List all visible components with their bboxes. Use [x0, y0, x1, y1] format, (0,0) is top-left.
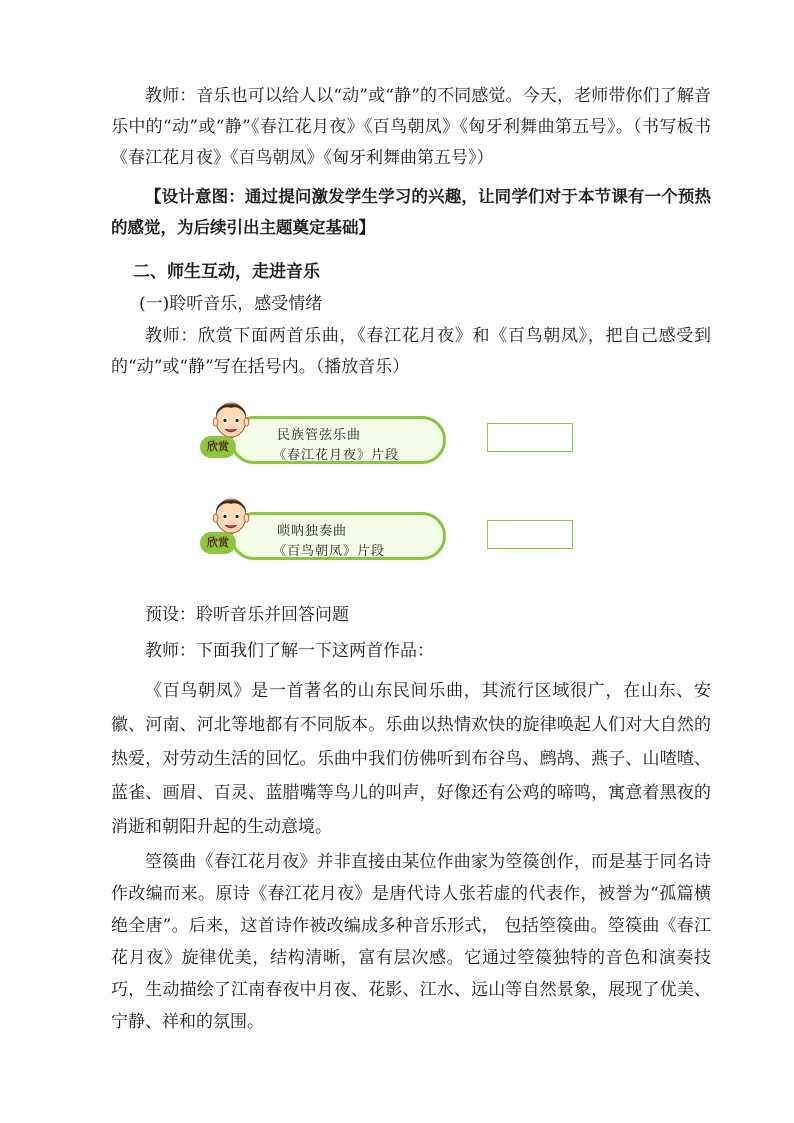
preset-text: 预设：聆听音乐并回答问题	[145, 605, 349, 625]
card-title: 《春江花月夜》片段	[273, 448, 400, 463]
card-genre: 民族管弦乐曲	[277, 428, 362, 443]
answer-box-chunjiang[interactable]	[487, 423, 573, 452]
intro-paragraph: 教师：音乐也可以给人以“动”或“静”的不同感觉。今天，老师带你们了解音乐中的“动”或“静”《春江花月夜》《百鸟朝凤》《匈牙利舞曲第五号》。（书写板书《春江花月夜》《百鸟朝凤》《匈牙利舞曲第五号》）	[111, 86, 711, 168]
appreciation-badge: 欣赏	[200, 436, 236, 458]
card-genre: 唢呐独奏曲	[277, 524, 348, 539]
bainiao-description: 《百鸟朝凤》是一首著名的山东民间乐曲，其流行区域很广，在山东、安徽、河南、河北等地都有不同版本。乐曲以热情欢快的旋律唤起人们对大自然的热爱，对劳动生活的回忆。乐曲中我们仿佛听到布谷鸟、鹧鸪、燕子、山喳喳、蓝雀、画眉、百灵、蓝腊嘴等鸟儿的叫声，好像还有公鸡的啼鸣，寓意着黑夜的消逝和朝阳升起的生动意境。	[111, 681, 711, 837]
card-title: 《百鸟朝凤》片段	[273, 544, 386, 559]
listening-card-bainiao	[200, 488, 450, 574]
answer-box-bainiao[interactable]	[487, 520, 573, 549]
card-label-bubble	[230, 512, 446, 560]
chunjiang-description: 箜篌曲《春江花月夜》并非直接由某位作曲家为箜篌创作，而是基于同名诗作改编而来。原诗《春江花月夜》是唐代诗人张若虚的代表作，被誉为“孤篇横绝全唐”。后来，这首诗作被改编成多种音乐形式， 包括箜篌曲。箜篌曲《春江花月夜》旋律优美，结构清晰，富有层次感。它通过箜篌独特的音色和演奏技巧，生动描绘了江南春夜中月夜、花影、江水、远山等自然景象，展现了优美、宁静、祥和的氛围。	[111, 852, 711, 1032]
teacher-intro-works: 教师：下面我们了解一下这两首作品：	[145, 641, 434, 661]
section-heading: 二、师生互动，走进音乐	[133, 262, 320, 282]
card-label-bubble	[230, 416, 446, 464]
design-intent: 【设计意图：通过提问激发学生学习的兴趣，让同学们对于本节课有一个预热的感觉，为后续引出主题奠定基础】	[111, 187, 711, 237]
listening-card-chunjiang	[200, 392, 450, 478]
appreciation-badge: 欣赏	[200, 532, 236, 554]
listening-instruction: 教师：欣赏下面两首乐曲，《春江花月夜》和《百鸟朝凤》，把自己感受到的“动”或“静”写在括号内。（播放音乐）	[111, 326, 711, 377]
subsection-heading: (一)聆听音乐，感受情绪	[139, 294, 323, 314]
